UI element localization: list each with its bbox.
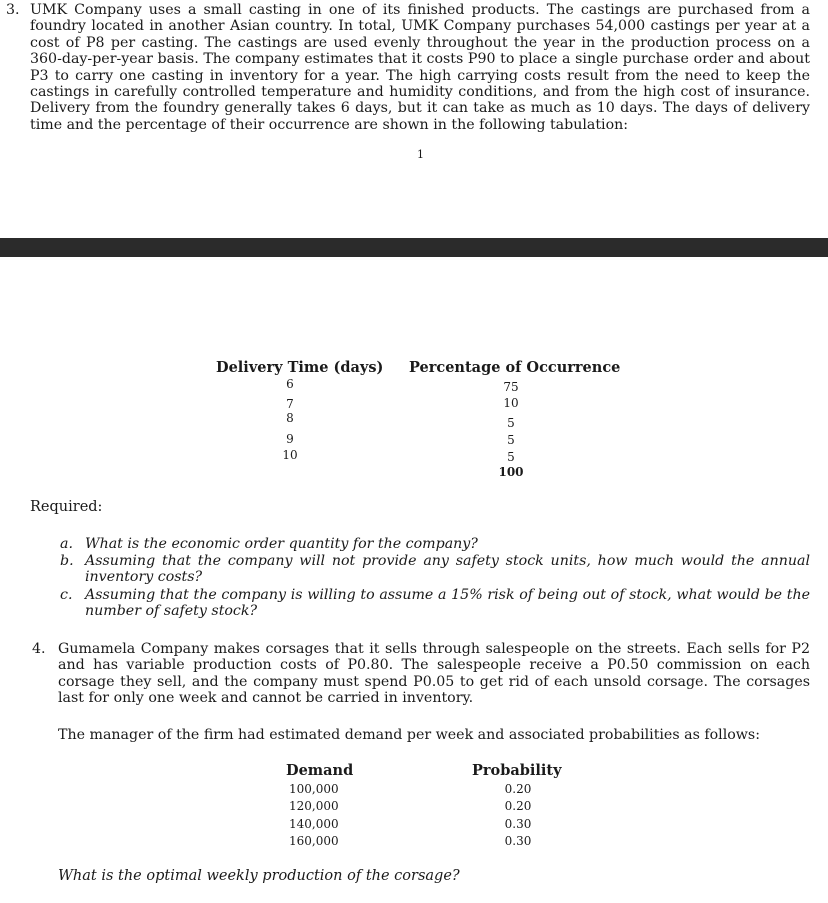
table-cell: 5 (507, 450, 515, 464)
table-cell: 10 (503, 396, 519, 410)
item-letter-c: c. (60, 587, 73, 603)
q3-paragraph: UMK Company uses a small casting in one of its finished products. The castings are purchased from a foundry located in another Asian country. In total, UMK Company purchases 54,000 castings per year at a cost of P8 per casting. The castings are used evenly throughout the year in the production process on a 360-day-per-year basis. The company estimates that it costs P90 to place a single purchase order and about P3 to carry one casting in inventory for a year. The high carrying costs result from the need to keep the castings in carefully controlled temperature and humidity conditions, and from the high cost of insurance. Delivery from the foundry generally takes 6 days, but it can take as much as 10 days. The days of delivery time and the percentage of their occurrence are shown in the following tabulation: (30, 2, 810, 133)
table-cell: 140,000 (289, 817, 339, 831)
table-cell: 0.20 (504, 799, 532, 813)
page-number: 1 (417, 148, 424, 161)
table-cell: 8 (286, 411, 294, 425)
required-label: Required: (30, 499, 103, 515)
q4-intro: The manager of the firm had estimated demand per week and associated probabilities as follows: (58, 727, 760, 743)
q3-number: 3. (6, 2, 20, 18)
q4-paragraph: Gumamela Company makes corsages that it sells through salespeople on the streets. Each sells for P2 and has variable production costs of P0.80. The salespeople receive a P0.50 commission on each corsage they sell, and the company must spend P0.05 to get rid of each unsold corsage. The corsages last for only one week and cannot be carried in inventory. (58, 641, 810, 707)
table-cell: 7 (286, 397, 294, 411)
table-cell: 6 (286, 377, 294, 391)
table-cell: 75 (503, 380, 519, 394)
q4-question: What is the optimal weekly production of the corsage? (58, 868, 460, 884)
requirement-c: Assuming that the company is willing to assume a 15% risk of being out of stock, what would be the number of safety stock? (85, 587, 810, 620)
page-divider-bar (0, 238, 828, 257)
table-cell: 5 (507, 433, 515, 447)
table-cell: 0.20 (504, 782, 532, 796)
table-cell: 5 (507, 416, 515, 430)
item-letter-b: b. (60, 553, 74, 569)
table-cell: 9 (286, 432, 294, 446)
delivery-time-header: Delivery Time (days) (216, 359, 384, 376)
item-letter-a: a. (60, 536, 73, 552)
table-cell: 0.30 (504, 834, 532, 848)
q4-number: 4. (32, 641, 46, 657)
probability-header: Probability (472, 762, 562, 779)
table-cell: 120,000 (289, 799, 339, 813)
table-cell: 160,000 (289, 834, 339, 848)
requirement-b: Assuming that the company will not provide any safety stock units, how much would the annual inventory costs? (85, 553, 810, 586)
table-cell: 0.30 (504, 817, 532, 831)
table-cell: 10 (282, 448, 298, 462)
requirement-a: What is the economic order quantity for the company? (85, 536, 478, 552)
percentage-header: Percentage of Occurrence (409, 359, 621, 376)
demand-header: Demand (286, 762, 354, 779)
table-cell: 100,000 (289, 782, 339, 796)
percentage-total: 100 (498, 465, 524, 479)
